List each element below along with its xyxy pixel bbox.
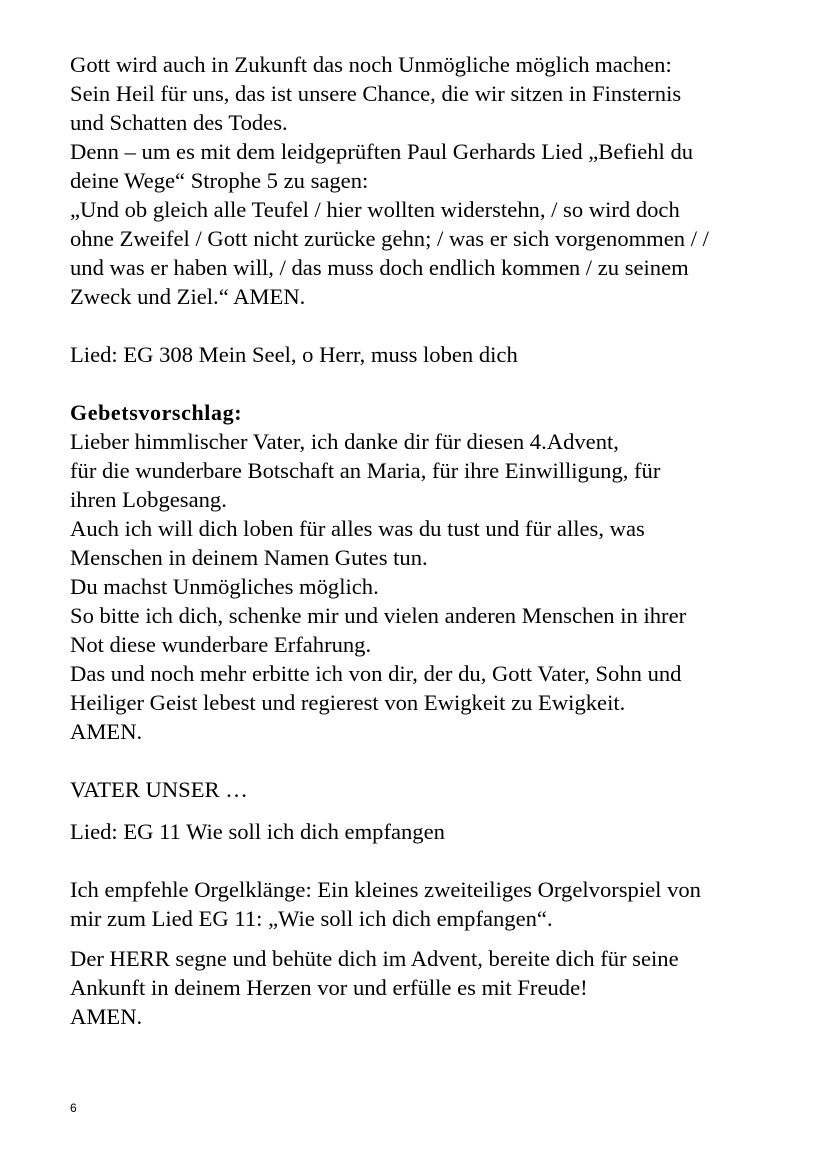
text-line: für die wunderbare Botschaft an Maria, für ihre Einwilligung, für [70,458,661,483]
text-line: Lieber himmlischer Vater, ich danke dir für diesen 4.Advent, [70,429,619,454]
text-line: Der HERR segne und behüte dich im Advent, bereite dich für seine [70,946,679,971]
paragraph-vater-unser [70,775,800,804]
paragraph-segen [70,944,800,1031]
text-line: mir zum Lied EG 11: „Wie soll ich dich empfangen“. [70,906,553,931]
text-line: Ankunft in deinem Herzen vor und erfülle es mit Freude! [70,975,588,1000]
paragraph-gebet [70,398,800,746]
text-line: und Schatten des Todes. [70,110,288,135]
text-line: „Und ob gleich alle Teufel / hier wollten widerstehn, / so wird doch [70,197,680,222]
paragraph-lied-11 [70,817,800,846]
text-line: und was er haben will, / das muss doch endlich kommen / zu seinem [70,255,689,280]
text-line: deine Wege“ Strophe 5 zu sagen: [70,168,369,193]
text-line: Heiliger Geist lebest und regierest von Ewigkeit zu Ewigkeit. [70,690,626,715]
text-line: So bitte ich dich, schenke mir und vielen anderen Menschen in ihrer [70,603,687,628]
text-line: Gott wird auch in Zukunft das noch Unmögliche möglich machen: [70,52,672,77]
text-line: Lied: EG 11 Wie soll ich dich empfangen [70,819,445,844]
text-line: ohne Zweifel / Gott nicht zurücke gehn; / was er sich vorgenommen / / [70,226,709,251]
text-line: Sein Heil für uns, das ist unsere Chance, die wir sitzen in Finsternis [70,81,682,106]
text-line: Denn – um es mit dem leidgeprüften Paul Gerhards Lied „Befiehl du [70,139,694,164]
text-line: AMEN. [70,1004,143,1029]
text-line: Das und noch mehr erbitte ich von dir, der du, Gott Vater, Sohn und [70,661,682,686]
text-line: ihren Lobgesang. [70,487,227,512]
paragraph-intro [70,50,800,311]
text-line: VATER UNSER … [70,777,248,802]
section-heading: Gebetsvorschlag: [70,400,243,425]
paragraph-orgel [70,875,800,933]
page-number: 6 [70,1101,77,1115]
text-line: Du machst Unmögliches möglich. [70,574,379,599]
text-line: Menschen in deinem Namen Gutes tun. [70,545,428,570]
text-line: Zweck und Ziel.“ AMEN. [70,284,306,309]
text-line: AMEN. [70,719,143,744]
paragraph-lied-308 [70,340,800,369]
text-line: Auch ich will dich loben für alles was du tust und für alles, was [70,516,645,541]
document-body [70,50,800,1031]
text-line: Not diese wunderbare Erfahrung. [70,632,372,657]
text-line: Ich empfehle Orgelklänge: Ein kleines zweiteiliges Orgelvorspiel von [70,877,701,902]
text-line: Lied: EG 308 Mein Seel, o Herr, muss loben dich [70,342,518,367]
